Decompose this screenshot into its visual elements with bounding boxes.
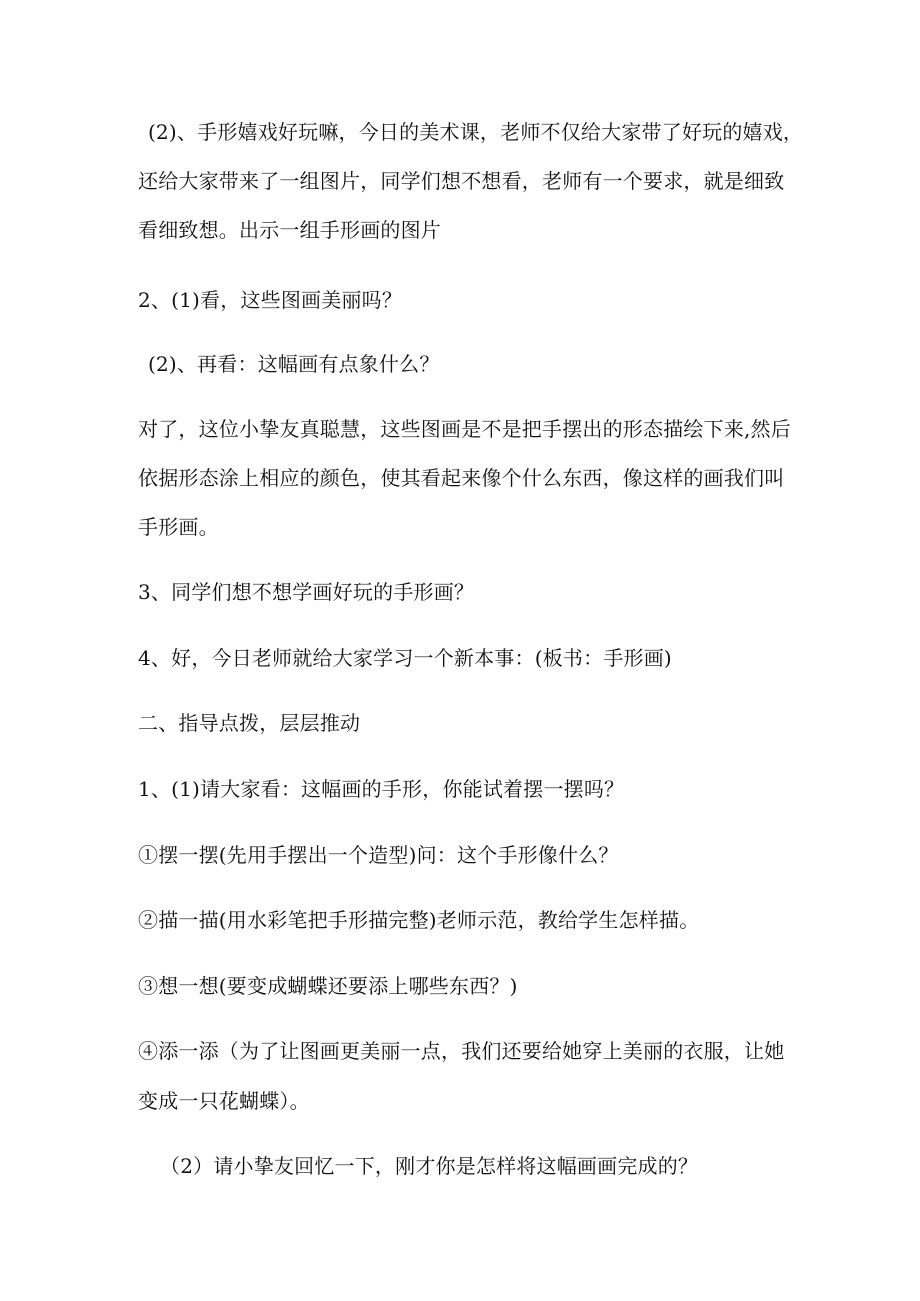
paragraph-12-line-1: ④添一添（为了让图画更美丽一点，我们还要给她穿上美丽的衣服，让她 — [138, 1039, 785, 1063]
paragraph-2: 2、(1)看，这些图画美丽吗？ — [138, 288, 403, 312]
paragraph-9: ①摆一摆(先用手摆出一个造型)问：这个手形像什么？ — [138, 843, 619, 867]
paragraph-1-line-3: 看细致想。出示一组手形画的图片 — [138, 218, 441, 242]
paragraph-1-line-2: 还给大家带来了一组图片，同学们想不想看，老师有一个要求，就是细致 — [138, 169, 785, 193]
section-heading: 二、指导点拨，层层推动 — [138, 711, 361, 735]
paragraph-11: ③想一想(要变成蝴蝶还要添上哪些东西？) — [138, 974, 518, 998]
paragraph-8: 1、(1)请大家看：这幅画的手形，你能试着摆一摆吗？ — [138, 777, 625, 801]
paragraph-5: 3、同学们想不想学画好玩的手形画？ — [138, 580, 475, 604]
paragraph-4-line-2: 依据形态涂上相应的颜色，使其看起来像个什么东西，像这样的画我们叫 — [138, 466, 785, 490]
paragraph-4-line-1: 对了，这位小挚友真聪慧，这些图画是不是把手摆出的形态描绘下来,然后 — [138, 417, 791, 441]
paragraph-13: （2）请小挚友回忆一下，刚才你是怎样将这幅画画完成的？ — [160, 1154, 699, 1178]
paragraph-10: ②描一描(用水彩笔把手形描完整)老师示范，教给学生怎样描。 — [138, 908, 700, 932]
paragraph-1-line-1: (2)、手形嬉戏好玩嘛，今日的美术课，老师不仅给大家带了好玩的嬉戏， — [148, 120, 804, 144]
paragraph-12-line-2: 变成一只花蝴蝶）。 — [138, 1089, 310, 1113]
paragraph-4-line-3: 手形画。 — [138, 515, 219, 539]
paragraph-3: (2)、再看：这幅画有点象什么？ — [148, 352, 440, 376]
paragraph-6: 4、好，今日老师就给大家学习一个新本事：(板书：手形画) — [138, 646, 672, 670]
